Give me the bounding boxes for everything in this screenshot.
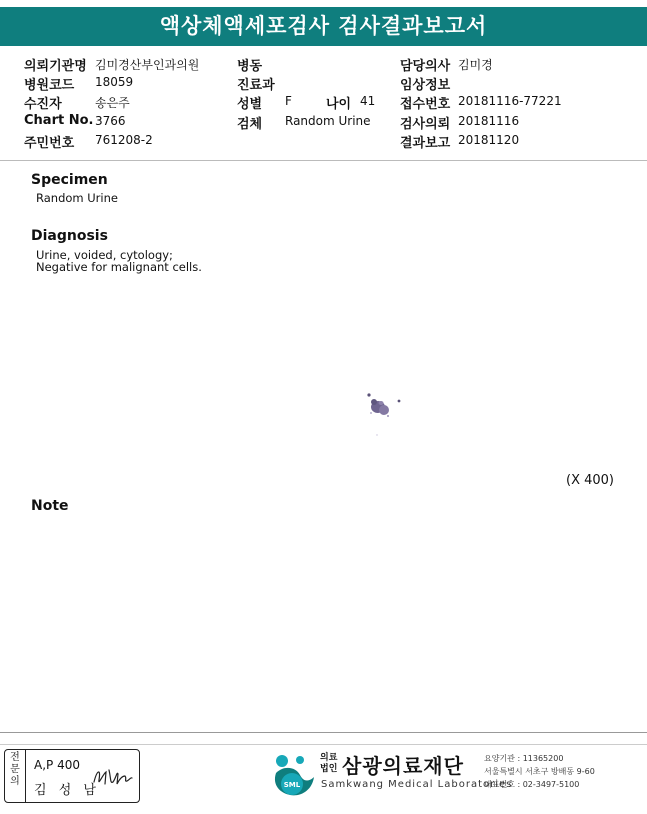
resident-no-label: 주민번호: [24, 136, 75, 151]
handwritten-signature: [91, 762, 135, 792]
microscopy-image: [300, 380, 420, 450]
sex-value: F: [285, 94, 292, 108]
request-date-label: 검사의뢰: [400, 117, 451, 132]
hospital-code-value: 18059: [95, 75, 134, 89]
patient-label: 수진자: [24, 97, 62, 112]
chart-no-value: 3766: [95, 114, 126, 128]
diagnosis-section-text: Urine, voided, cytology; Negative for malignant cells.: [36, 248, 202, 274]
ward-label: 병동: [237, 59, 263, 74]
patient-info-section: [0, 50, 647, 160]
clinical-info-label: 임상정보: [400, 78, 451, 93]
report-title: 액상체액세포검사 검사결과보고서: [0, 7, 647, 46]
contact-line-phone: 대표번호 : 02-3497-5100: [484, 780, 580, 789]
request-date-value: 20181116: [458, 114, 520, 128]
patient-value: 송은주: [95, 96, 130, 110]
hospital-code-label: 병원코드: [24, 78, 75, 93]
pathologist-signature-box: [4, 749, 140, 803]
magnification-label: (X 400): [566, 473, 614, 488]
sml-logo-icon: [270, 751, 318, 801]
info-divider: [0, 160, 647, 161]
age-label: 나이: [326, 97, 352, 112]
footer-divider-thin: [0, 744, 647, 745]
logo-icon-text: SML: [283, 781, 301, 789]
report-date-value: 20181120: [458, 133, 520, 147]
receipt-no-label: 접수번호: [400, 97, 451, 112]
institution-label: 의뢰기관명: [24, 59, 87, 74]
specimen-value: Random Urine: [285, 114, 371, 128]
department-label: 진료과: [237, 78, 275, 93]
resident-no-value: 761208-2: [95, 133, 153, 147]
diagnosis-section-title: Diagnosis: [31, 228, 108, 244]
contact-info: [484, 752, 595, 791]
institution-value: 김미경산부인과의원: [95, 58, 200, 72]
specialist-vertical-label: 전 문 의: [5, 750, 26, 802]
pathologist-license: A,P 400: [34, 758, 80, 772]
logo-small-text: 의료 법인: [320, 753, 338, 774]
sex-label: 성별: [237, 97, 263, 112]
receipt-no-value: 20181116-77221: [458, 94, 562, 108]
specimen-section-title: Specimen: [31, 172, 108, 188]
specimen-section-text: Random Urine: [36, 191, 118, 205]
chart-no-label: Chart No.: [24, 113, 94, 128]
logo-english-name: Samkwang Medical Laboratories: [321, 779, 513, 790]
doctor-label: 담당의사: [400, 59, 451, 74]
specimen-label: 검체: [237, 117, 263, 132]
note-section-title: Note: [31, 498, 69, 514]
doctor-value: 김미경: [458, 58, 493, 72]
age-value: 41: [360, 94, 376, 108]
contact-line-address: 서울특별시 서초구 방배동 9-60: [484, 767, 595, 776]
logo-name: 삼광의료재단: [342, 754, 464, 778]
contact-line-institution-code: 요양기관 : 11365200: [484, 754, 564, 763]
footer-divider: [0, 732, 647, 733]
report-date-label: 결과보고: [400, 136, 451, 151]
pathologist-name: 김 성 남: [34, 783, 100, 798]
